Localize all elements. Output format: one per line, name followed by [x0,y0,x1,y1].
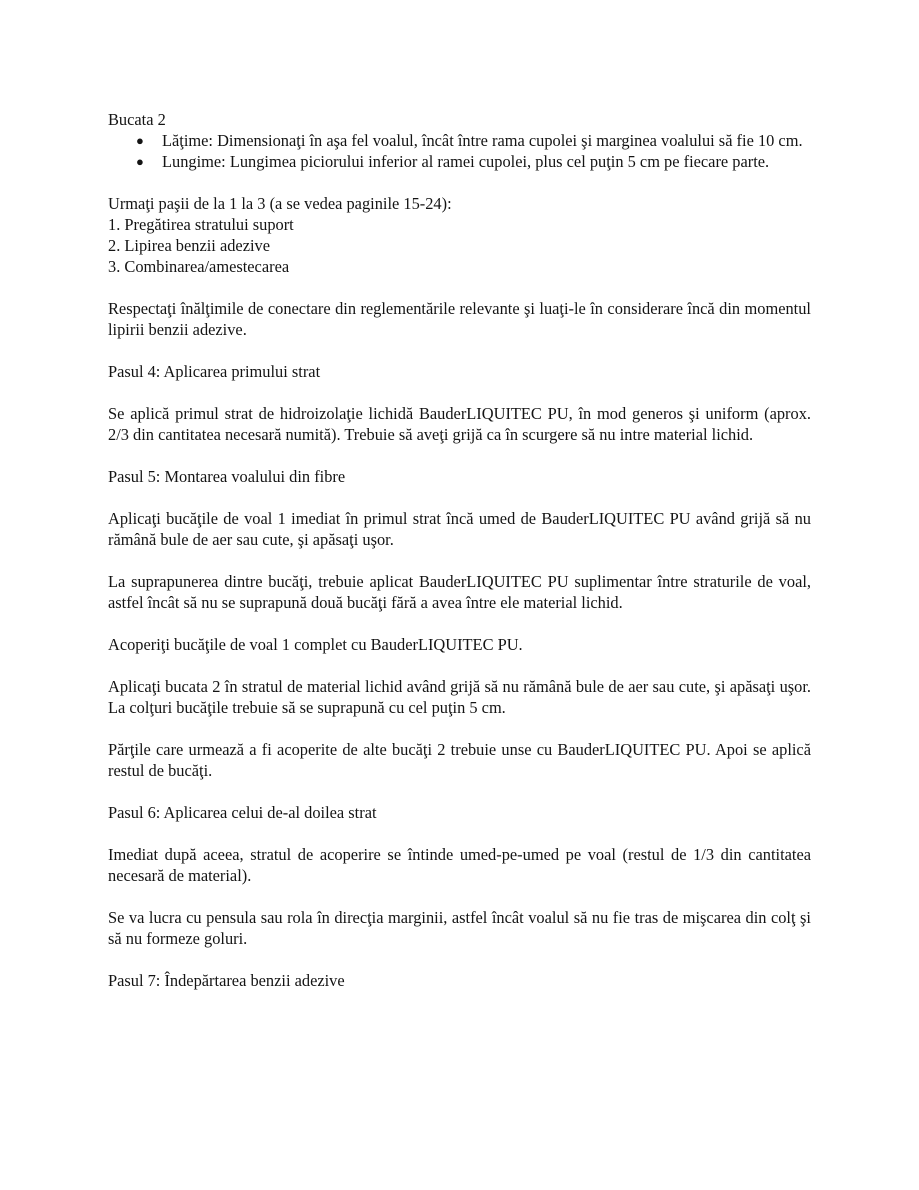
bullet-icon: ● [136,154,144,169]
list-item [108,151,811,172]
list-item: 3. Combinarea/amestecarea [108,257,290,276]
steps-list [108,214,811,277]
step6-paragraph-1: Imediat după aceea, stratul de acoperire se întinde umed-pe-umed pe voal (restul de 1/3 din cantitatea necesară de material). [108,845,811,885]
bullet-text-length: Lungime: Lungimea piciorului inferior al ramei cupolei, plus cel puţin 5 cm pe fiecare parte. [162,152,770,171]
list-item: 1. Pregătirea stratului suport [108,215,294,234]
step5-paragraph-4: Aplicaţi bucata 2 în stratul de material lichid având grijă să nu rămână bule de aer sau cute, şi apăsaţi uşor. La colţuri bucăţile trebuie să se suprapună cu cel puţin 5 cm. [108,677,811,717]
list-item: 2. Lipirea benzii adezive [108,236,271,255]
step4-text: Se aplică primul strat de hidroizolaţie lichidă BauderLIQUITEC PU, în mod generos şi uniform (aprox. 2/3 din cantitatea necesară numită). Trebuie să aveţi grijă ca în scurgere să nu intre material lichid. [108,404,811,444]
steps-intro: Urmaţi paşii de la 1 la 3 (a se vedea paginile 15-24): [108,194,452,213]
paragraph-respect-heights: Respectaţi înălţimile de conectare din reglementările relevante şi luaţi-le în considerare încă din momentul lipirii benzii adezive. [108,299,811,339]
step5-paragraph-3: Acoperiţi bucăţile de voal 1 complet cu BauderLIQUITEC PU. [108,635,523,654]
step4-title: Pasul 4: Aplicarea primului strat [108,362,321,381]
piece-heading: Bucata 2 [108,110,166,129]
list-item [108,130,811,151]
piece-dimensions-list [108,130,811,172]
step5-paragraph-2: La suprapunerea dintre bucăţi, trebuie aplicat BauderLIQUITEC PU suplimentar între straturile de voal, astfel încât să nu se suprapună două bucăţi fără a avea între ele material lichid. [108,572,811,612]
bullet-icon: ● [136,133,144,148]
document-body [108,109,811,991]
step5-paragraph-5: Părţile care urmează a fi acoperite de alte bucăţi 2 trebuie unse cu BauderLIQUITEC PU. Apoi se aplică restul de bucăţi. [108,740,811,780]
step7-title: Pasul 7: Îndepărtarea benzii adezive [108,971,345,990]
bullet-text-width: Lăţime: Dimensionaţi în aşa fel voalul, încât între rama cupolei şi marginea voalului să fie 10 cm. [162,131,803,150]
step5-paragraph-1: Aplicaţi bucăţile de voal 1 imediat în primul strat încă umed de BauderLIQUITEC PU având grijă să nu rămână bule de aer sau cute, şi apăsaţi uşor. [108,509,811,549]
step6-paragraph-2: Se va lucra cu pensula sau rola în direcţia marginii, astfel încât voalul să nu fie tras de mişcarea din colţ şi să nu formeze goluri. [108,908,811,948]
step5-title: Pasul 5: Montarea voalului din fibre [108,467,346,486]
step6-title: Pasul 6: Aplicarea celui de-al doilea strat [108,803,377,822]
